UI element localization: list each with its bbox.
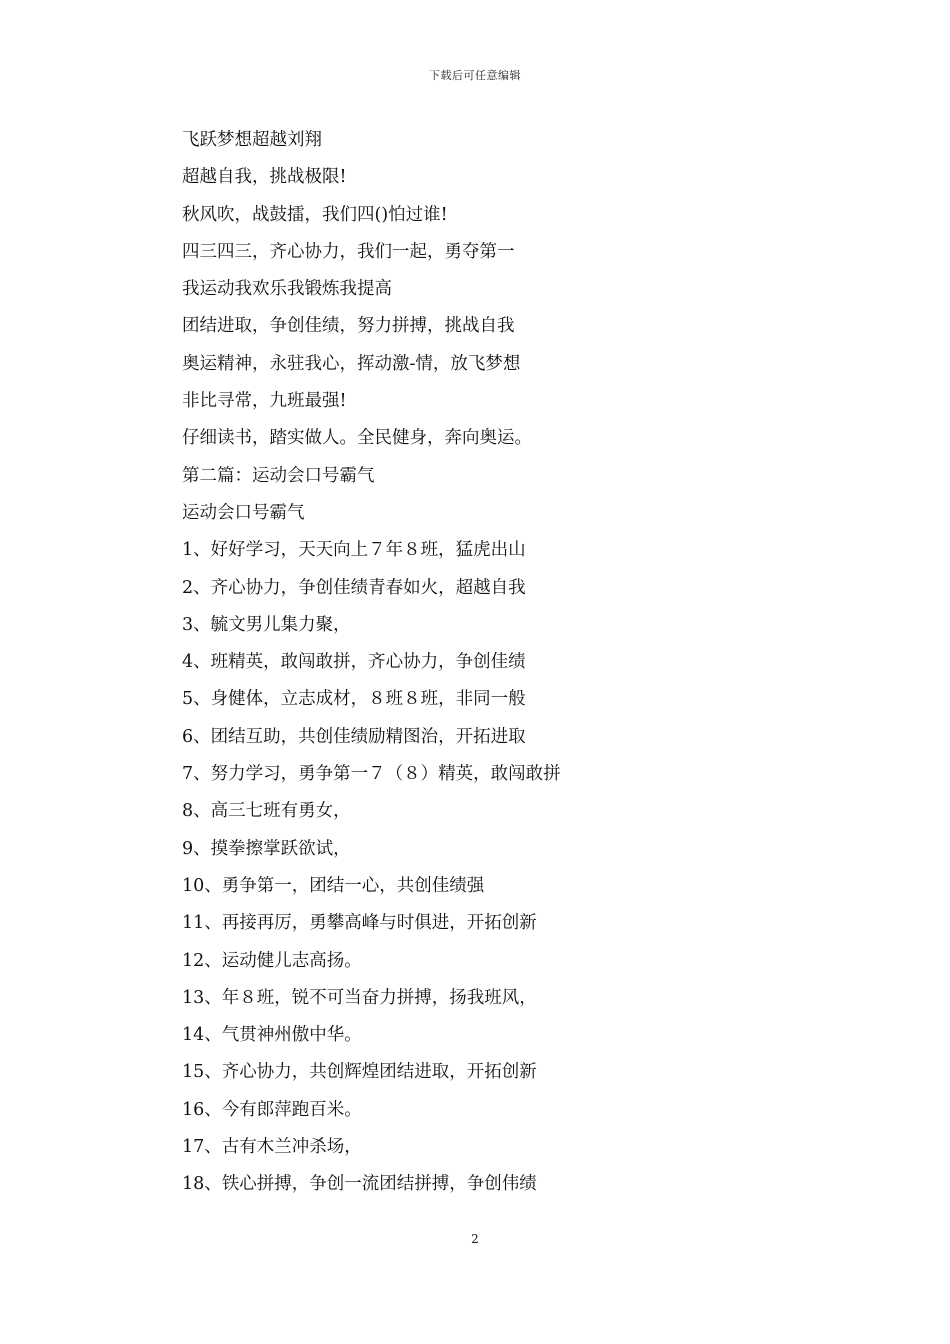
list-item: 1、好好学习，天天向上７年８班，猛虎出山: [182, 540, 526, 561]
text-line: 秋风吹，战鼓擂，我们四()怕过谁!: [182, 204, 448, 225]
text-line: 飞跃梦想超越刘翔: [182, 130, 322, 150]
text-line: 非比寻常，九班最强!: [182, 391, 347, 412]
text-line: 四三四三，齐心协力，我们一起，勇夺第一: [182, 241, 515, 262]
list-item: 3、毓文男儿集力聚，: [182, 614, 351, 635]
list-item: 18、铁心拼搏，争创一流团结拼搏，争创伟绩: [182, 1174, 537, 1195]
text-line: 我运动我欢乐我锻炼我提高: [182, 279, 392, 300]
text-line: 团结进取，争创佳绩，努力拼搏，挑战自我: [182, 316, 515, 337]
section-heading: 第二篇：运动会口号霸气: [182, 465, 375, 486]
document-body: [182, 122, 802, 1204]
list-item: 11、再接再厉，勇攀高峰与时俱进，开拓创新: [182, 913, 537, 934]
list-item: 14、气贯神州傲中华。: [182, 1025, 362, 1046]
list-item: 7、努力学习，勇争第一７（８）精英，敢闯敢拼: [182, 764, 561, 785]
list-item: 16、今有郎萍跑百米。: [182, 1099, 362, 1120]
list-item: 5、身健体，立志成材，８班８班，非同一般: [182, 689, 526, 710]
list-item: 17、古有木兰冲杀场，: [182, 1137, 362, 1158]
list-item: 4、班精英，敢闯敢拼，齐心协力，争创佳绩: [182, 652, 526, 673]
list-item: 8、高三七班有勇女，: [182, 801, 351, 822]
list-item: 10、勇争第一，团结一心，共创佳绩强: [182, 875, 485, 896]
text-line: 仔细读书，踏实做人。全民健身，奔向奥运。: [182, 428, 532, 449]
list-item: 6、团结互助，共创佳绩励精图治，开拓进取: [182, 726, 526, 747]
list-item: 13、年８班，锐不可当奋力拼搏，扬我班风，: [182, 987, 537, 1008]
list-item: 15、齐心协力，共创辉煌团结进取，开拓创新: [182, 1062, 537, 1083]
text-line: 奥运精神，永驻我心，挥动激-情，放飞梦想: [182, 353, 521, 374]
list-item: 9、摸拳擦掌跃欲试，: [182, 838, 351, 859]
text-line: 超越自我，挑战极限!: [182, 167, 347, 188]
list-item: 2、齐心协力，争创佳绩青春如火，超越自我: [182, 577, 526, 598]
page-header: 下载后可任意编辑: [429, 69, 521, 82]
page-number: 2: [471, 1232, 479, 1246]
list-item: 12、运动健儿志高扬。: [182, 950, 362, 971]
section-subtitle: 运动会口号霸气: [182, 502, 305, 523]
